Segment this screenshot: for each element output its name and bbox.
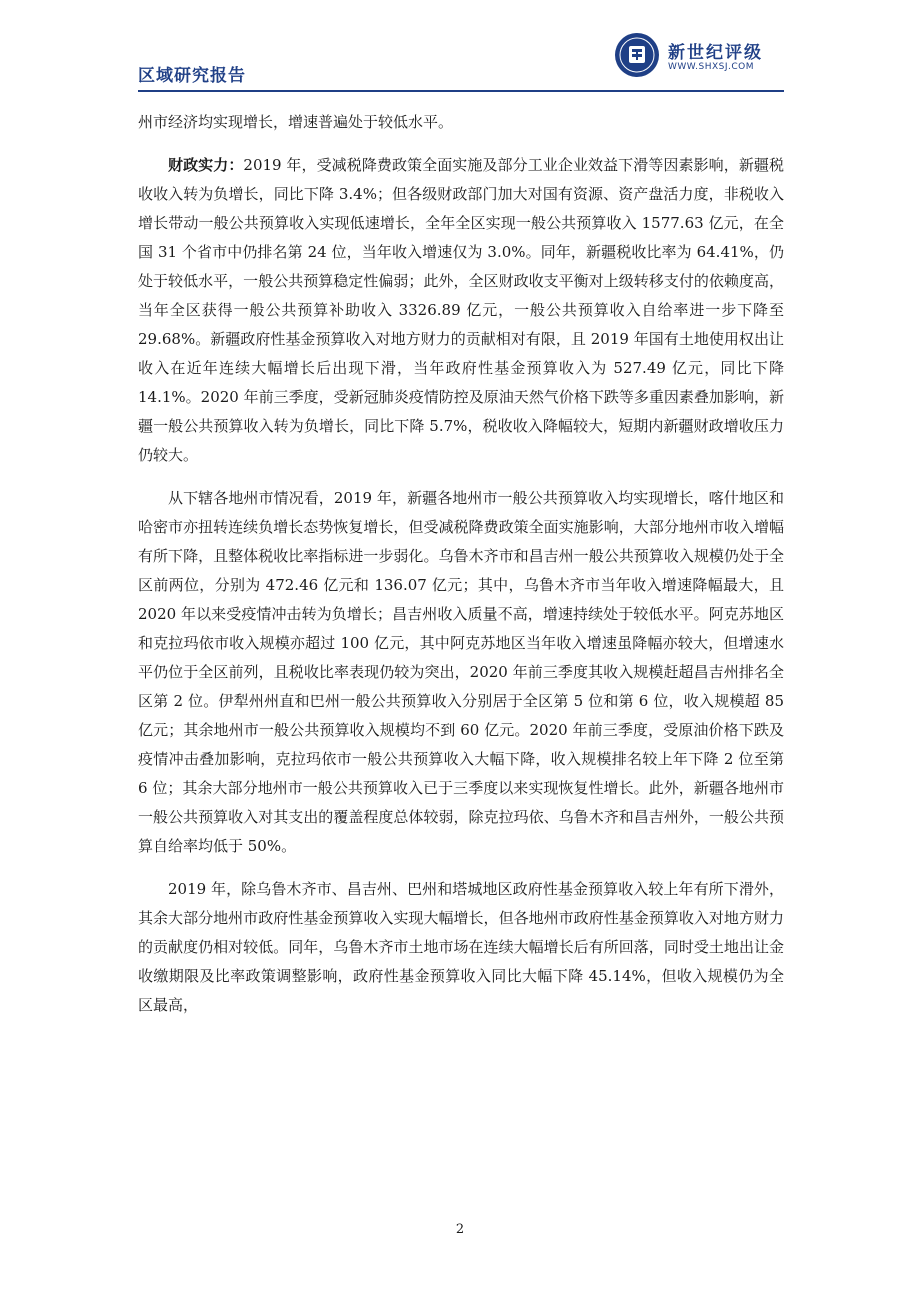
page-header (138, 30, 784, 92)
logo-url: WWW.SHXSJ.COM (668, 62, 755, 72)
seal-icon (614, 32, 660, 78)
page-number: 2 (455, 1222, 465, 1237)
header-divider (138, 90, 784, 92)
brand-logo (614, 32, 784, 80)
header-title: 区域研究报告 (138, 66, 246, 86)
logo-name: 新世纪评级 (668, 43, 763, 63)
paragraph-4: 2019 年，除乌鲁木齐市、昌吉州、巴州和塔城地区政府性基金预算收入较上年有所下滑外，其余大部分地州市政府性基金预算收入实现大幅增长，但各地州市政府性基金预算收入对地方财力的贡献度仍相对较低。同年，乌鲁木齐市土地市场在连续大幅增长后有所回落，同时受土地出让金收缴期限及比率政策调整影响，政府性基金预算收入同比大幅下降 45.14%，但收入规模仍为全区最高， (138, 880, 784, 1014)
paragraph-1: 州市经济均实现增长，增速普遍处于较低水平。 (138, 113, 454, 131)
paragraph-3: 从下辖各地州市情况看，2019 年，新疆各地州市一般公共预算收入均实现增长，喀什地区和哈密市亦扭转连续负增长态势恢复增长，但受减税降费政策全面实施影响，大部分地州市收入增幅有所下降，且整体税收比率指标进一步弱化。乌鲁木齐市和昌吉州一般公共预算收入规模仍处于全区前两位，分别为 472.46 亿元和 136.07 亿元；其中，乌鲁木齐市当年收入增速降幅最大，且 2020 年以来受疫情冲击转为负增长；昌吉州收入质量不高，增速持续处于较低水平。阿克苏地区和克拉玛依市收入规模亦超过 100 亿元，其中阿克苏地区当年收入增速虽降幅亦较大，但增速水平仍位于全区前列，且税收比率表现仍较为突出，2020 年前三季度其收入规模赶超昌吉州排名全区第 2 位。伊犁州州直和巴州一般公共预算收入分别居于全区第 5 位和第 6 位，收入规模超 85 亿元；其余地州市一般公共预算收入规模均不到 60 亿元。2020 年前三季度，受原油价格下跌及疫情冲击叠加影响，克拉玛依市一般公共预算收入大幅下降，收入规模排名较上年下降 2 位至第 6 位；其余大部分地州市一般公共预算收入已于三季度以来实现恢复性增长。此外，新疆各地州市一般公共预算收入对其支出的覆盖程度总体较弱，除克拉玛依、乌鲁木齐和昌吉州外，一般公共预算自给率均低于 50%。 (138, 489, 784, 855)
section-lead-fiscal-strength: 财政实力： (168, 156, 244, 174)
paragraph-fiscal-strength (138, 151, 784, 470)
paragraph-2-text: 2019 年，受减税降费政策全面实施及部分工业企业效益下滑等因素影响，新疆税收收入转为负增长，同比下降 3.4%；但各级财政部门加大对国有资源、资产盘活力度，非税收入增长带动一般公共预算收入实现低速增长，全年全区实现一般公共预算收入 1577.63 亿元，在全国 31 个省市中仍排名第 24 位，当年收入增速仅为 3.0%。同年，新疆税收比率为 64.41%，仍处于较低水平，一般公共预算稳定性偏弱；此外，全区财政收支平衡对上级转移支付的依赖度高，当年全区获得一般公共预算补助收入 3326.89 亿元，一般公共预算收入自给率进一步下降至 29.68%。新疆政府性基金预算收入对地方财力的贡献相对有限，且 2019 年国有土地使用权出让收入在近年连续大幅增长后出现下滑，当年政府性基金预算收入为 527.49 亿元，同比下降 14.1%。2020 年前三季度，受新冠肺炎疫情防控及原油天然气价格下跌等多重因素叠加影响，新疆一般公共预算收入转为负增长，同比下降 5.7%，税收收入降幅较大，短期内新疆财政增收压力仍较大。 (138, 156, 784, 464)
report-body (138, 108, 784, 1034)
